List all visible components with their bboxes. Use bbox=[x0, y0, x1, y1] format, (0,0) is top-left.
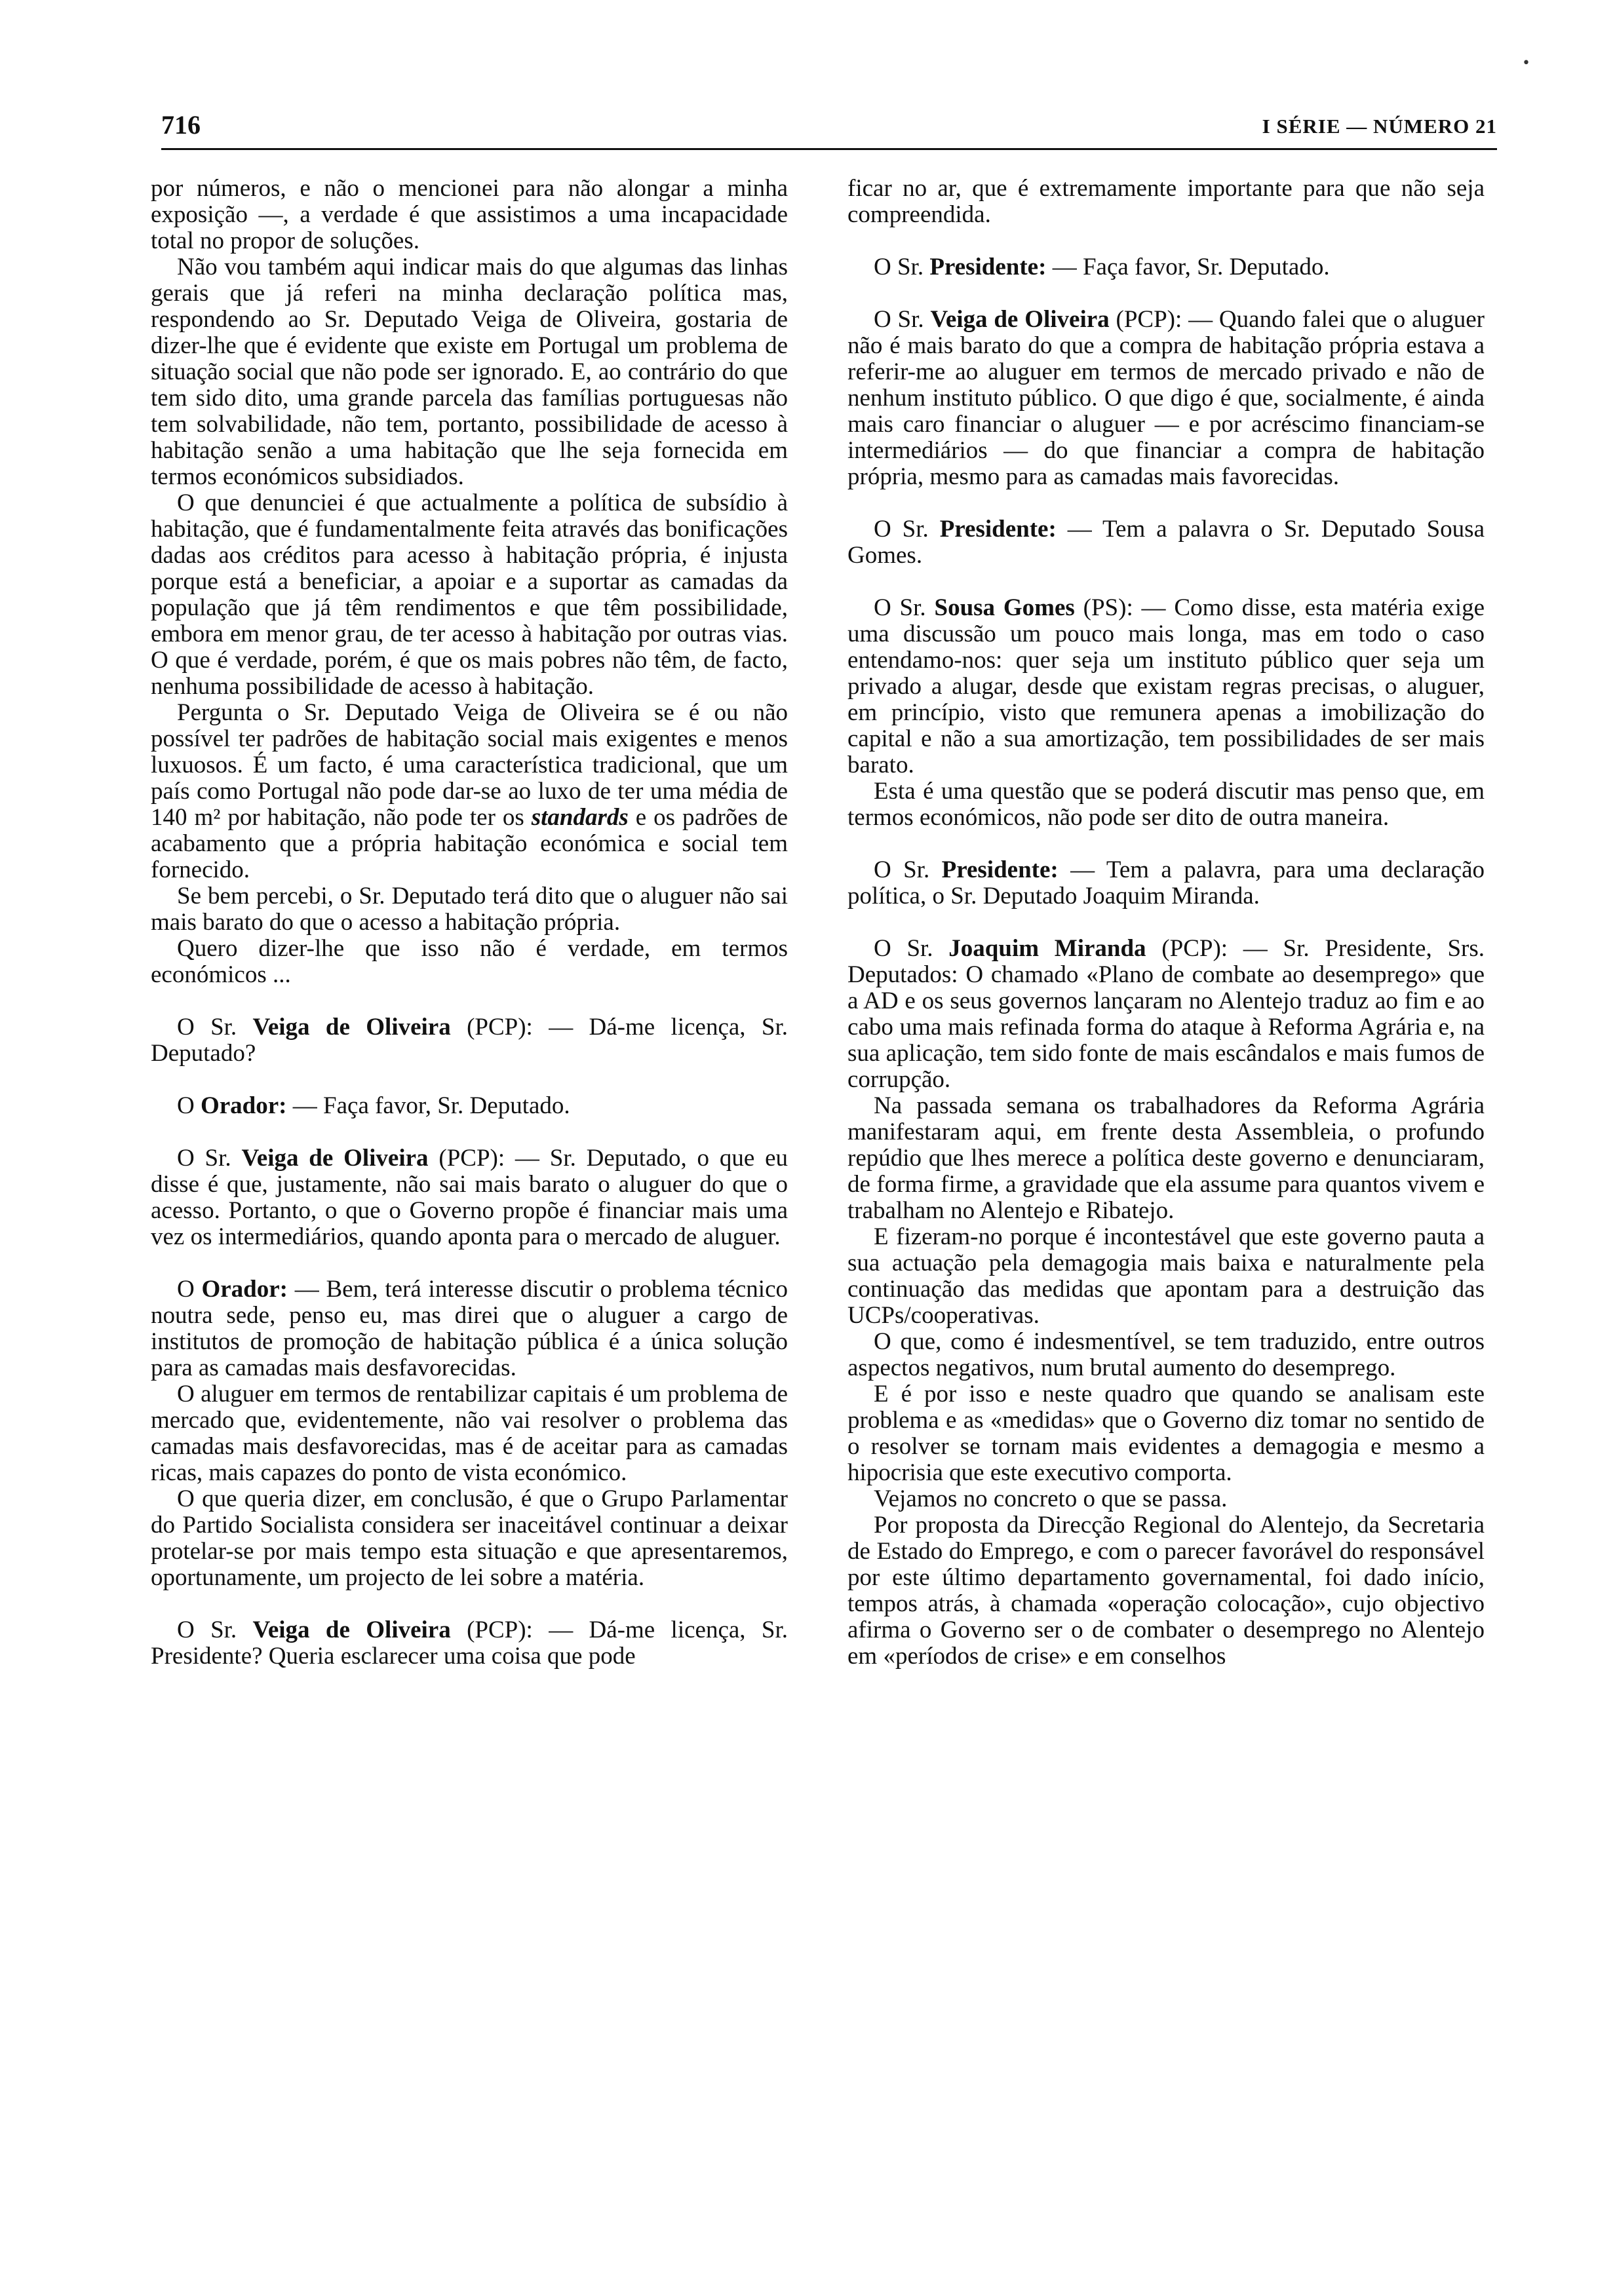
paragraph-text: Quero dizer-lhe que isso não é verdade, em termos económicos ... bbox=[151, 935, 788, 988]
left-column bbox=[151, 176, 788, 1670]
paragraph-text: O aluguer em termos de rentabilizar capitais é um problema de mercado que, evidentemente, não vai resolver o problema das camadas mais desfavorecidas, mas é de aceitar para as camadas ricas, mais capazes do ponto de vista económico. bbox=[151, 1381, 788, 1486]
speech-paragraph bbox=[847, 254, 1485, 280]
paragraph-text-after: e os padrões de acabamento que a própria habitação económica e social tem fornecido. bbox=[151, 804, 788, 883]
speech-text: — Faça favor, Sr. Deputado. bbox=[286, 1092, 570, 1119]
speech-prefix: O Sr. bbox=[874, 935, 949, 962]
speech-paragraph bbox=[847, 516, 1485, 569]
paragraph-text: ficar no ar, que é extremamente importante para que não seja compreendida. bbox=[847, 175, 1485, 228]
speech-text: (PCP): — Sr. Deputado, o que eu disse é que, justamente, não sai mais barato o aluguer do que o acesso. Portanto, o que o Governo propõe é financiar mais uma vez os intermediários, quando aponta para o mercado de aluguer. bbox=[151, 1145, 788, 1250]
speech-prefix: O Sr. bbox=[177, 1145, 242, 1172]
speech-prefix: O Sr. bbox=[874, 306, 931, 333]
speech-prefix: O Sr. bbox=[874, 516, 940, 543]
speech-prefix: O bbox=[177, 1276, 202, 1303]
speech-prefix: O Sr. bbox=[874, 254, 930, 280]
continuation-paragraph bbox=[847, 176, 1485, 228]
body-paragraph bbox=[151, 254, 788, 490]
speaker-name: Veiga de Oliveira bbox=[241, 1145, 429, 1172]
speaker-name: Presidente: bbox=[939, 516, 1057, 543]
scan-dot-mark: • bbox=[1522, 55, 1530, 71]
body-paragraph bbox=[151, 700, 788, 883]
body-paragraph bbox=[847, 1329, 1485, 1381]
speaker-name: Presidente: bbox=[929, 254, 1047, 280]
page-number: 716 bbox=[161, 110, 201, 140]
speech-prefix: O Sr. bbox=[874, 856, 942, 883]
speech-text: (PS): — Como disse, esta matéria exige uma discussão um pouco mais longa, mas em todo o caso entendamo-nos: quer seja um instituto público quer seja um privado a alugar, desde que existam regras precisas, o aluguer, em princípio, visto que remunera apenas a imobilização do capital e não a sua amortização, tem possibilidades de ser mais barato. bbox=[847, 594, 1485, 778]
speech-paragraph bbox=[151, 1617, 788, 1670]
speech-text: (PCP): — Quando falei que o aluguer não é mais barato do que a compra de habitação própria estava a referir-me ao aluguer em termos de mercado privado e não de nenhum instituto público. O que digo é que, socialmente, é ainda mais caro financiar o aluguer — e por acréscimo financiam-se intermediários — do que financiar a compra de habitação própria, mesmo para as camadas mais favorecidas. bbox=[847, 306, 1485, 490]
paragraph-text: Na passada semana os trabalhadores da Reforma Agrária manifestaram aqui, em frente desta Assembleia, o profundo repúdio que lhes merece a política deste governo e denunciaram, de forma firme, a gravidade que ela assume para quantos vivem e trabalham no Alentejo e Ribatejo. bbox=[847, 1092, 1485, 1224]
page-header bbox=[161, 109, 1497, 150]
body-paragraph bbox=[151, 936, 788, 988]
speaker-name: Sousa Gomes bbox=[934, 594, 1075, 621]
paragraph-text: O que queria dizer, em conclusão, é que o Grupo Parlamentar do Partido Socialista considera ser inaceitável continuar a deixar protelar-se por mais tempo esta situação e que apresentaremos, oportunamente, um projecto de lei sobre a matéria. bbox=[151, 1485, 788, 1591]
speech-text: (PCP): — Dá-me licença, Sr. Presidente? Queria esclarecer uma coisa que pode bbox=[151, 1617, 788, 1670]
paragraph-text: Se bem percebi, o Sr. Deputado terá dito que o aluguer não sai mais barato do que o acesso a habitação própria. bbox=[151, 883, 788, 936]
speech-prefix: O bbox=[177, 1092, 201, 1119]
speech-paragraph bbox=[847, 595, 1485, 778]
paragraph-text: Pergunta o Sr. Deputado Veiga de Oliveira se é ou não possível ter padrões de habitação social mais exigentes e menos luxuosos. É um facto, é uma característica tradicional, que um país como Portugal não pode dar-se ao luxo de ter uma média de 140 m² por habitação, não pode ter os bbox=[151, 699, 788, 831]
continuation-paragraph bbox=[151, 176, 788, 254]
speech-text: — Bem, terá interesse discutir o problema técnico noutra sede, penso eu, mas direi que o aluguer a cargo de institutos de promoção de habitação pública é a única solução para as camadas mais desfavorecidas. bbox=[151, 1276, 788, 1381]
speaker-name: Presidente: bbox=[941, 856, 1059, 883]
body-paragraph bbox=[151, 883, 788, 936]
paragraph-text: O que denunciei é que actualmente a política de subsídio à habitação, que é fundamentalmente feita através das bonificações dadas aos créditos para acesso à habitação própria, é injusta porque está a beneficiar, a apoiar e a suportar as camadas da população que já têm rendimentos e que têm possibilidade, embora em menor grau, de ter acesso à habitação por outras vias. O que é verdade, porém, é que os mais pobres não têm, de facto, nenhuma possibilidade de acesso à habitação. bbox=[151, 489, 788, 700]
series-number: I SÉRIE — NÚMERO 21 bbox=[1262, 115, 1497, 138]
speaker-name: Veiga de Oliveira bbox=[930, 306, 1110, 333]
paragraph-text: Vejamos no concreto o que se passa. bbox=[874, 1485, 1228, 1512]
speech-paragraph bbox=[151, 1093, 788, 1119]
body-paragraph bbox=[847, 1512, 1485, 1670]
speech-paragraph bbox=[847, 307, 1485, 490]
speech-paragraph bbox=[847, 936, 1485, 1093]
speaker-name: Orador: bbox=[201, 1276, 288, 1303]
body-paragraph bbox=[847, 778, 1485, 831]
body-paragraph bbox=[847, 1381, 1485, 1486]
speech-paragraph bbox=[847, 857, 1485, 909]
speech-text: (PCP): — Sr. Presidente, Srs. Deputados: O chamado «Plano de combate ao desemprego» que a AD e os seus governos lançaram no Alentejo traduz ao fim e ao cabo uma mais refinada forma do ataque à Reforma Agrária e, na sua aplicação, tem sido fonte de mais escândalos e mais fumos de corrupção. bbox=[847, 935, 1485, 1093]
paragraph-text: O que, como é indesmentível, se tem traduzido, entre outros aspectos negativos, num brutal aumento do desemprego. bbox=[847, 1328, 1485, 1381]
speech-text: (PCP): — Dá-me licença, Sr. Deputado? bbox=[151, 1014, 788, 1067]
speech-paragraph bbox=[151, 1145, 788, 1250]
italic-term: standards bbox=[531, 804, 629, 831]
body-paragraph bbox=[151, 1381, 788, 1486]
speaker-name: Veiga de Oliveira bbox=[252, 1014, 451, 1041]
paragraph-text: por números, e não o mencionei para não alongar a minha exposição —, a verdade é que assistimos a uma incapacidade total no propor de soluções. bbox=[151, 175, 788, 254]
speech-paragraph bbox=[151, 1014, 788, 1067]
speech-prefix: O Sr. bbox=[874, 594, 935, 621]
speech-text: — Tem a palavra, para uma declaração política, o Sr. Deputado Joaquim Miranda. bbox=[847, 856, 1485, 909]
speaker-name: Joaquim Miranda bbox=[948, 935, 1146, 962]
body-paragraph bbox=[151, 490, 788, 700]
speech-prefix: O Sr. bbox=[177, 1014, 253, 1041]
right-column bbox=[847, 176, 1485, 1670]
speech-prefix: O Sr. bbox=[177, 1617, 253, 1643]
speaker-name: Orador: bbox=[200, 1092, 287, 1119]
body-paragraph bbox=[847, 1486, 1485, 1512]
speech-text: — Tem a palavra o Sr. Deputado Sousa Gomes. bbox=[847, 516, 1485, 569]
body-paragraph bbox=[151, 1486, 788, 1591]
paragraph-text: Esta é uma questão que se poderá discutir mas penso que, em termos económicos, não pode ser dito de outra maneira. bbox=[847, 778, 1485, 831]
speaker-name: Veiga de Oliveira bbox=[252, 1617, 451, 1643]
paragraph-text: Não vou também aqui indicar mais do que algumas das linhas gerais que já referi na minha declaração política mas, respondendo ao Sr. Deputado Veiga de Oliveira, gostaria de dizer-lhe que é evidente que existe em Portugal um problema de situação social que não pode ser ignorado. E, ao contrário do que tem sido dito, uma grande parcela das famílias portuguesas não tem solvabilidade, não tem, portanto, possibilidade de acesso à habitação senão a uma habitação que lhe seja fornecida em termos económicos subsidiados. bbox=[151, 254, 788, 490]
speech-text: — Faça favor, Sr. Deputado. bbox=[1046, 254, 1330, 280]
body-paragraph bbox=[847, 1224, 1485, 1329]
speech-paragraph bbox=[151, 1276, 788, 1381]
paragraph-text: E fizeram-no porque é incontestável que este governo pauta a sua actuação pela demagogia mais baixa e naturalmente pela continuação das medidas que apontam para a destruição das UCPs/cooperativas. bbox=[847, 1223, 1485, 1329]
paragraph-text: Por proposta da Direcção Regional do Alentejo, da Secretaria de Estado do Emprego, e com o parecer favorável do responsável por este último departamento governamental, foi dado início, tempos atrás, à chamada «operação colocação», cujo objectivo afirma o Governo ser o de combater o desemprego no Alentejo em «períodos de crise» e em conselhos bbox=[847, 1512, 1485, 1670]
body-paragraph bbox=[847, 1093, 1485, 1224]
paragraph-text: E é por isso e neste quadro que quando se analisam este problema e as «medidas» que o Governo diz tomar no sentido de o resolver se tornam mais evidentes a demagogia e mesmo a hipocrisia que este executivo comporta. bbox=[847, 1381, 1485, 1486]
